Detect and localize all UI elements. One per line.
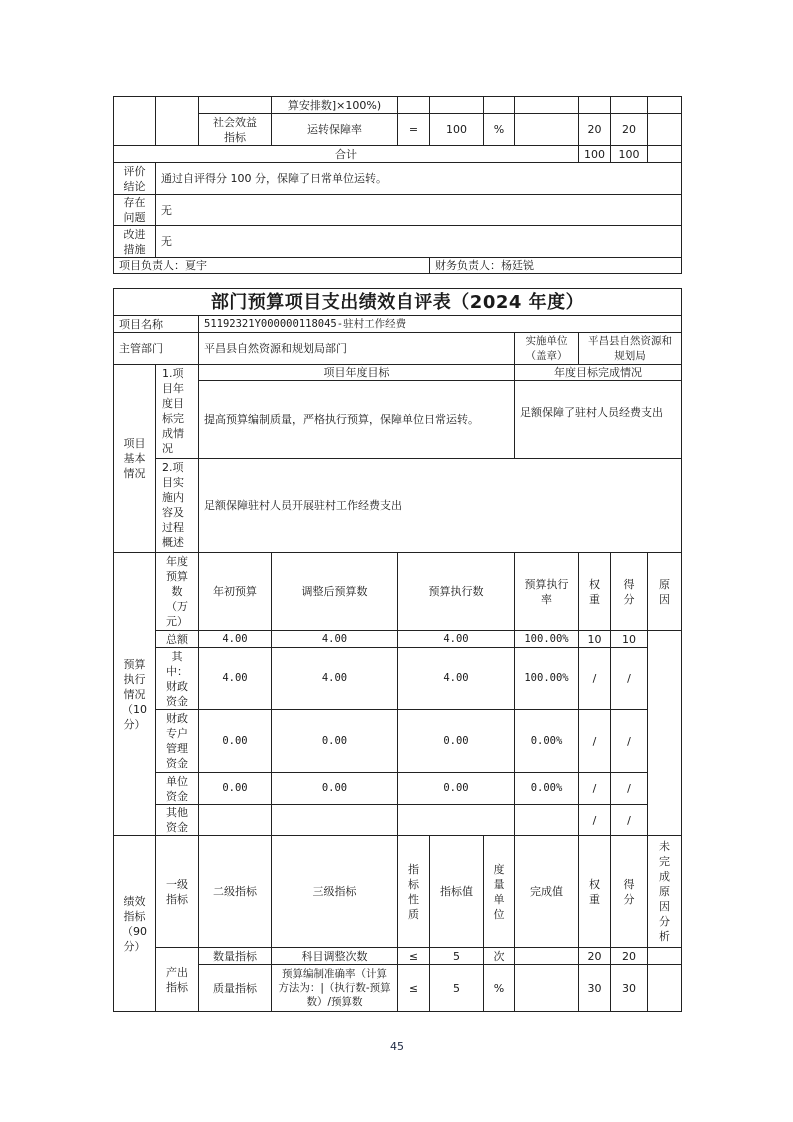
budget-rate: 100.00% <box>514 647 579 710</box>
budget-executed: 0.00 <box>397 709 515 773</box>
blank-cell <box>578 96 611 114</box>
indicator-weight: 20 <box>578 113 611 146</box>
completion-header: 年度目标完成情况 <box>514 364 682 381</box>
perf-weight: 20 <box>578 947 611 965</box>
total-weight: 100 <box>578 145 611 163</box>
perf-header-value: 指标值 <box>429 835 484 948</box>
budget-adjusted: 0.00 <box>271 709 398 773</box>
budget-adjusted: 4.00 <box>271 630 398 648</box>
perf-value: 5 <box>429 964 484 1012</box>
budget-score: / <box>610 709 648 773</box>
budget-score: / <box>610 804 648 836</box>
perf-score: 20 <box>610 947 648 965</box>
budget-row-name: 财政专户管理资金 <box>155 709 199 773</box>
blank-cell <box>483 96 515 114</box>
basic-info-label: 项目基本情况 <box>113 364 156 553</box>
finance-lead: 财务负责人：杨廷锐 <box>429 257 682 274</box>
implementation-text: 足额保障驻村人员开展驻村工作经费支出 <box>198 458 682 553</box>
perf-unit: % <box>483 964 515 1012</box>
blank-cell <box>647 145 682 163</box>
budget-initial: 4.00 <box>198 630 272 648</box>
budget-rate: 0.00% <box>514 772 579 805</box>
budget-header-reason: 原因 <box>647 552 682 631</box>
perf-header-level2: 二级指标 <box>198 835 272 948</box>
budget-rate <box>514 804 579 836</box>
blank-cell <box>647 96 682 114</box>
budget-adjusted: 0.00 <box>271 772 398 805</box>
problems-text: 无 <box>155 194 682 226</box>
perf-header-weight: 权重 <box>578 835 611 948</box>
budget-reason-cell <box>647 630 682 836</box>
perf-level3: 预算编制准确率（计算方法为：|（执行数-预算数）/预算数 <box>271 964 398 1012</box>
budget-initial: 0.00 <box>198 709 272 773</box>
page-number: 45 <box>390 1040 404 1053</box>
perf-value: 5 <box>429 947 484 965</box>
blank-cell <box>113 96 156 146</box>
evaluation-label: 评价结论 <box>113 162 156 195</box>
perf-score: 30 <box>610 964 648 1012</box>
implementation-label: 2.项目实施内容及过程概述 <box>155 458 199 553</box>
budget-header-annual: 年度预算数（万元） <box>155 552 199 631</box>
budget-row-name: 单位资金 <box>155 772 199 805</box>
indicator-unit: % <box>483 113 515 146</box>
total-score: 100 <box>610 145 648 163</box>
blank-cell <box>514 96 579 114</box>
budget-weight: / <box>578 709 611 773</box>
budget-initial: 0.00 <box>198 772 272 805</box>
perf-header-actual: 完成值 <box>514 835 579 948</box>
project-lead: 项目负责人：夏宇 <box>113 257 430 274</box>
perf-weight: 30 <box>578 964 611 1012</box>
budget-header-rate: 预算执行率 <box>514 552 579 631</box>
perf-unit: 次 <box>483 947 515 965</box>
goal-header: 项目年度目标 <box>198 364 515 381</box>
dept-name: 平昌县自然资源和规划局部门 <box>198 332 515 365</box>
budget-score: / <box>610 772 648 805</box>
budget-row-name: 其中：财政资金 <box>155 647 199 710</box>
problems-label: 存在问题 <box>113 194 156 226</box>
budget-weight: / <box>578 772 611 805</box>
budget-header-initial: 年初预算 <box>198 552 272 631</box>
budget-initial <box>198 804 272 836</box>
perf-level1-output: 产出指标 <box>155 947 199 1012</box>
budget-row-name: 其他资金 <box>155 804 199 836</box>
budget-score: 10 <box>610 630 648 648</box>
perf-level2: 质量指标 <box>198 964 272 1012</box>
blank-cell <box>647 113 682 146</box>
budget-adjusted <box>271 804 398 836</box>
blank-cell <box>155 96 199 146</box>
indicator-score: 20 <box>610 113 648 146</box>
blank-cell <box>198 96 272 114</box>
budget-rate: 0.00% <box>514 709 579 773</box>
budget-header-score: 得分 <box>610 552 648 631</box>
improvements-text: 无 <box>155 225 682 258</box>
total-label: 合计 <box>113 145 579 163</box>
form-title: 部门预算项目支出绩效自评表（2024 年度） <box>113 288 682 316</box>
budget-execution-label: 预算执行情况（10分） <box>113 552 156 836</box>
blank-cell <box>397 96 430 114</box>
budget-header-executed: 预算执行数 <box>397 552 515 631</box>
perf-header-unit: 度量单位 <box>483 835 515 948</box>
project-name: 51192321Y000000118045-驻村工作经费 <box>198 315 682 333</box>
budget-weight: 10 <box>578 630 611 648</box>
evaluation-text: 通过自评得分 100 分，保障了日常单位运转。 <box>155 162 682 195</box>
formula-tail-cell: 算安排数]×100%) <box>271 96 398 114</box>
dept-label: 主管部门 <box>113 332 199 365</box>
budget-initial: 4.00 <box>198 647 272 710</box>
completion-text: 足额保障了驻村人员经费支出 <box>514 380 682 459</box>
project-name-label: 项目名称 <box>113 315 199 333</box>
budget-header-adjusted: 调整后预算数 <box>271 552 398 631</box>
perf-reason <box>647 964 682 1012</box>
budget-adjusted: 4.00 <box>271 647 398 710</box>
indicator-nature: = <box>397 113 430 146</box>
budget-weight: / <box>578 804 611 836</box>
budget-executed <box>397 804 515 836</box>
blank-cell <box>429 96 484 114</box>
indicator-actual <box>514 113 579 146</box>
indicator-value: 100 <box>429 113 484 146</box>
perf-header-reason: 未完成原因分析 <box>647 835 682 948</box>
improvements-label: 改进措施 <box>113 225 156 258</box>
perf-header-nature: 指标性质 <box>397 835 430 948</box>
perf-indicators-label: 绩效指标（90分） <box>113 835 156 1012</box>
budget-score: / <box>610 647 648 710</box>
goal-completion-label: 1.项目年度目标完成情况 <box>155 364 199 459</box>
perf-nature: ≤ <box>397 947 430 965</box>
impl-unit-label: 实施单位（盖章） <box>514 332 579 365</box>
level3-indicator: 运转保障率 <box>271 113 398 146</box>
perf-header-level3: 三级指标 <box>271 835 398 948</box>
budget-weight: / <box>578 647 611 710</box>
perf-header-level1: 一级指标 <box>155 835 199 948</box>
budget-row-name: 总额 <box>155 630 199 648</box>
perf-header-score: 得分 <box>610 835 648 948</box>
impl-unit: 平昌县自然资源和规划局 <box>578 332 682 365</box>
perf-reason <box>647 947 682 965</box>
budget-executed: 4.00 <box>397 647 515 710</box>
budget-executed: 4.00 <box>397 630 515 648</box>
goal-text: 提高预算编制质量，严格执行预算，保障单位日常运转。 <box>198 380 515 459</box>
budget-rate: 100.00% <box>514 630 579 648</box>
perf-actual <box>514 964 579 1012</box>
perf-nature: ≤ <box>397 964 430 1012</box>
budget-executed: 0.00 <box>397 772 515 805</box>
perf-level2: 数量指标 <box>198 947 272 965</box>
perf-level3: 科目调整次数 <box>271 947 398 965</box>
blank-cell <box>610 96 648 114</box>
level2-indicator: 社会效益指标 <box>198 113 272 146</box>
budget-header-weight: 权重 <box>578 552 611 631</box>
perf-actual <box>514 947 579 965</box>
